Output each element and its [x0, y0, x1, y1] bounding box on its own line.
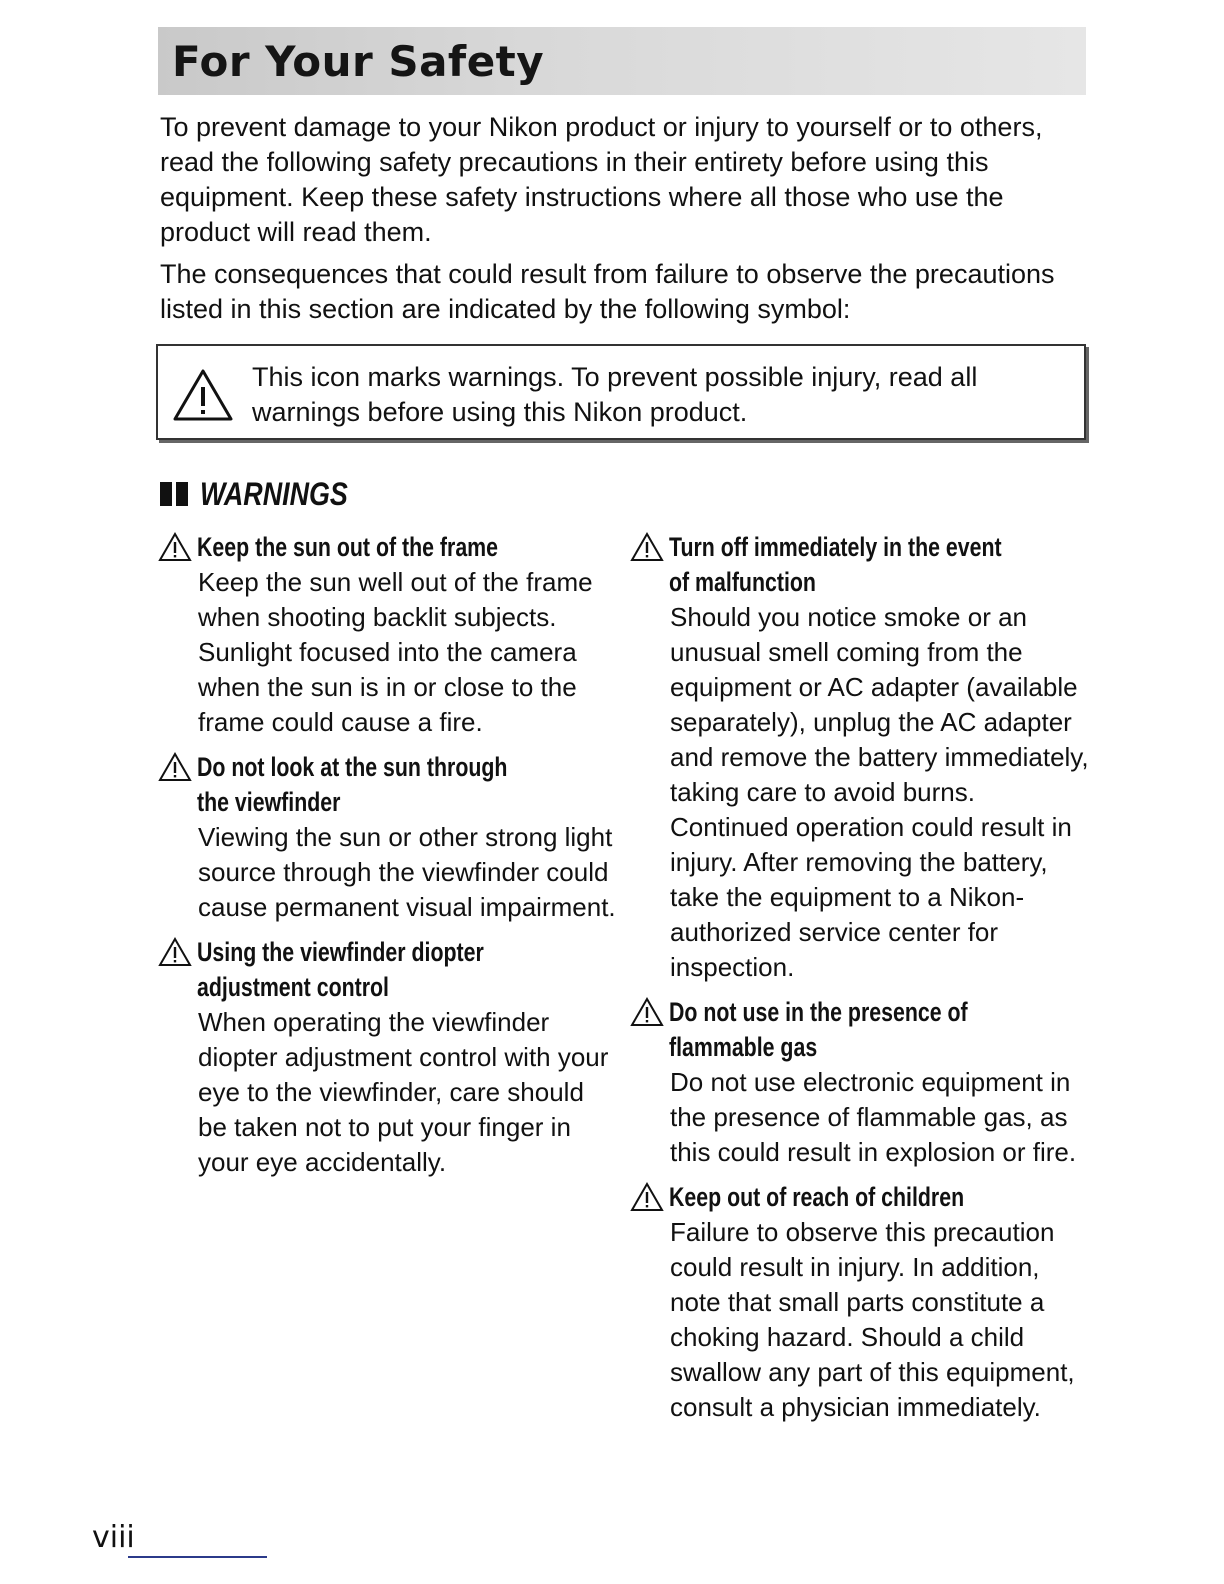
warning-body: Failure to observe this precaution could result in injury. In addition, note that small parts constitute a choking hazard. Should a child swallow any part of this equipment, consult a physician immediately. — [670, 1217, 1075, 1422]
footer-rule — [128, 1556, 267, 1558]
warning-title-text: Keep the sun out of the frame — [197, 532, 499, 562]
warning-triangle-icon — [630, 532, 664, 562]
warning-title — [158, 750, 618, 820]
warning-triangle-icon — [172, 368, 234, 422]
warning-item — [630, 530, 1095, 985]
warning-title — [630, 530, 1095, 600]
warning-body: Keep the sun well out of the frame when shooting backlit subjects. Sunlight focused into the camera when the sun is in or close to the frame could cause a fire. — [198, 567, 593, 737]
warning-body: Should you notice smoke or an unusual smell coming from the equipment or AC adapter (available separately), unplug the AC adapter and remove the battery immediately, taking care to avoid burns. Continued operation could result in injury. After removing the battery, take the equipment to a Nikon-authorized service center for inspection. — [670, 602, 1089, 982]
page-title: For Your Safety — [172, 37, 545, 86]
warning-body: When operating the viewfinder diopter adjustment control with your eye to the viewfinder, care should be taken not to put your finger in your eye accidentally. — [198, 1007, 609, 1177]
warning-triangle-icon — [630, 1182, 664, 1212]
warning-title — [158, 935, 618, 1005]
warning-triangle-icon — [158, 532, 192, 562]
warning-item — [158, 935, 618, 1180]
warning-triangle-icon — [630, 997, 664, 1027]
warning-triangle-icon — [158, 937, 192, 967]
warning-title-text: Turn off immediately in the event of malfunction — [669, 532, 1002, 597]
warning-item — [158, 750, 618, 925]
heading-bars-icon — [160, 482, 190, 506]
warning-title — [158, 530, 618, 565]
warning-title-text: Using the viewfinder diopter adjustment control — [197, 937, 484, 1002]
intro-paragraph-2: The consequences that could result from failure to observe the precautions listed in this section are indicated by the following symbol: — [160, 259, 1055, 324]
warning-body: Do not use electronic equipment in the presence of flammable gas, as this could result in explosion or fire. — [670, 1067, 1077, 1167]
page-number: viii — [92, 1520, 135, 1555]
warning-item — [630, 995, 1095, 1170]
symbol-explanation-text: This icon marks warnings. To prevent possible injury, read all warnings before using this Nikon product. — [252, 362, 978, 427]
warnings-right-column — [630, 530, 1095, 1435]
warnings-left-column — [158, 530, 618, 1190]
warning-item — [158, 530, 618, 740]
warning-title — [630, 995, 1095, 1065]
title-banner — [158, 27, 1086, 95]
warning-title-text: Do not use in the presence of flammable gas — [669, 997, 968, 1062]
warnings-heading — [160, 472, 376, 516]
warning-title-text: Keep out of reach of children — [669, 1182, 965, 1212]
warning-item — [630, 1180, 1095, 1425]
intro-paragraph-1: To prevent damage to your Nikon product or injury to yourself or to others, read the following safety precautions in their entirety before using this equipment. Keep these safety instructions where all those who use the product will read them. — [160, 112, 1043, 247]
warning-title-text: Do not look at the sun through the viewfinder — [197, 752, 508, 817]
warning-triangle-icon — [158, 752, 192, 782]
symbol-explanation-box — [156, 344, 1086, 440]
warning-title — [630, 1180, 1095, 1215]
warning-body: Viewing the sun or other strong light source through the viewfinder could cause permanent visual impairment. — [198, 822, 616, 922]
warnings-heading-text: WARNINGS — [200, 475, 348, 512]
